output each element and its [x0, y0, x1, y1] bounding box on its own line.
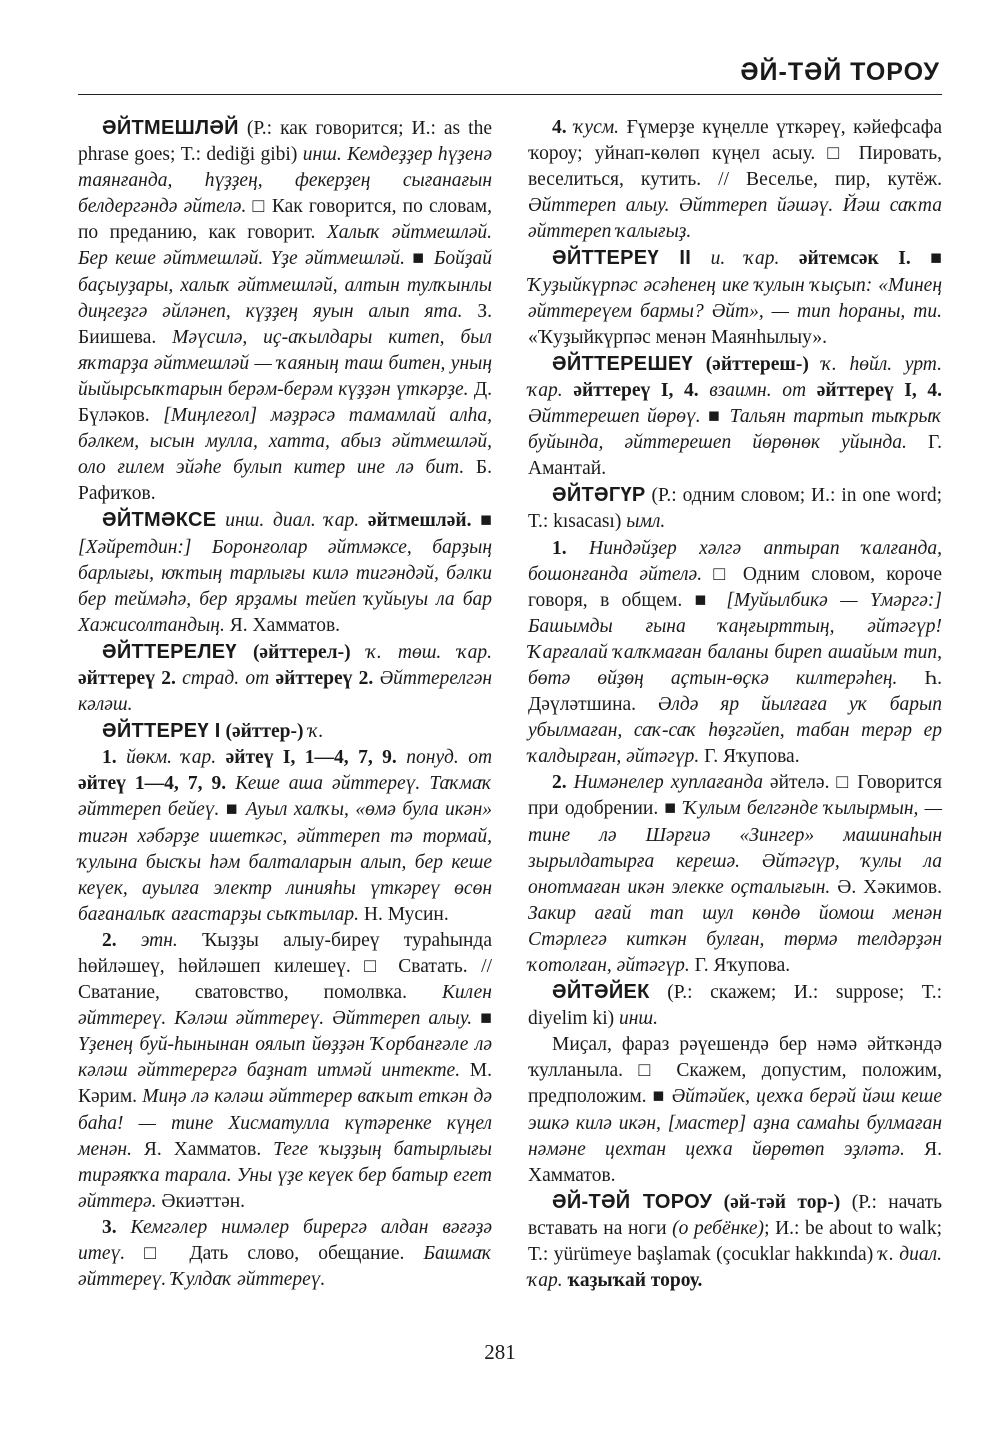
entry-headword: ӘЙТМӘКСЕ	[102, 509, 217, 532]
entry-sense	[78, 745, 492, 928]
entry-body: (Р.: одним словом; И.: in one word; Т.: kısacası) ымл.	[528, 485, 942, 533]
dictionary-entry	[528, 1189, 942, 1294]
entry-sense	[528, 115, 942, 245]
dictionary-entry	[528, 979, 942, 1032]
entry-sense	[78, 1215, 492, 1293]
entry-headword: ӘЙТТЕРЕЛЕҮ	[102, 640, 237, 663]
dictionary-entry	[78, 507, 492, 638]
entry-headword: ӘЙТТЕРЕҮ II	[552, 247, 692, 270]
left-column	[78, 115, 492, 1293]
entry-body: 2. этн. Ҡыҙҙы алыу-биреү тураһында һөйләшеү, һөйләшеп килешеү. □ Сватать. // Сватание, сватовство, помолвка. Килен әйттереү. Кәләш әйттереү. Әйттереп алыу. ■ Үҙенең буй-һынынан оялып йөҙҙән Ҡорбанғәле лә кәләш әйттерергә баҙнат итмәй интекте. М. Кәрим. Миңә лә кәләш әйттерер ваҡыт еткән дә баһа! — тине Хисматулла күтәренке күңел менән. Я. Хамматов. Теге ҡыҙҙың батырлығы тирәяҡҡа тарала. Уны үҙе кеүек бер батыр егет әйттерә. Әкиәттән.	[78, 929, 493, 1212]
entry-body: Миҫал, фараз рәүешендә бер нәмә әйткәндә ҡулланыла. □ Скажем, допустим, положим, предположим. ■ Әйтәйек, цехҡа берәй йәш кеше эшкә килә икән, [мастер] аҙна самаһы булмаған нәмәне цехтан цехҡа йөрөтөп эҙләтә. Я. Хамматов.	[528, 1034, 942, 1186]
entry-body: 4. ҡусм. Ғүмерҙе күңелле үткәреү, кәйефсафа ҡороу; уйнап-көлөп күңел асыу. □ Пировать, веселиться, кутить. // Веселье, пир, кутёж. Әйттереп алыу. Әйттереп йәшәү. Йәш саҡта әйттереп ҡалығыҙ.	[528, 117, 943, 243]
entry-headword: ӘЙТТЕРЕҮ I	[102, 720, 221, 743]
entry-body: 1. Ниндәйҙер хәлгә аптырап ҡалғанда, бошонғанда әйтелә. □ Одним словом, короче говоря, в общем. ■ [Муйылбикә — Үмәргә:] Башымды ғына ҡаңғырттың, әйтәгүр! Ҡарғалай ҡалҡмаған баланы биреп ашайым тип, бөтә өйҙөң аҫтын-өҫкә килтерәһең. Һ. Дәүләтшина. Әлдә яр йылғаға уҡ барып убылмаған, саҡ-саҡ һөҙгәйеп, табан терәр ер ҡалдырған, әйтәгүр. Г. Яҡупова.	[528, 537, 942, 768]
entry-headword: ӘЙ-ТӘЙ ТОРОУ	[552, 1190, 713, 1213]
running-header	[78, 56, 942, 95]
entry-body: (әйттер-) ҡ.	[225, 721, 324, 743]
page-number: 281	[484, 1340, 516, 1364]
running-title: ӘЙ-ТӘЙ ТОРОУ	[740, 58, 940, 86]
dictionary-entry	[78, 115, 492, 507]
entry-body: инш. диал. ҡар. әйтмешләй. ■ [Хәйретдин:] Боронғолар әйтмәксе, барҙың барлығы, юҡтың тарлығы килә тигәндәй, бәлки бер теймәһә, бер ярҙамы тейеп ҡуйыуы ла бар Хажисолтандың. Я. Хамматов.	[78, 510, 493, 636]
entry-sense	[528, 536, 942, 771]
entry-sense	[78, 928, 492, 1215]
dictionary-entry	[528, 482, 942, 535]
entry-headword: ӘЙТМЕШЛӘЙ	[102, 117, 239, 139]
entry-headword: ӘЙТӘЙЕК	[552, 981, 650, 1004]
entry-body: (әйттереш-) ҡ. һөйл. урт. ҡар. әйттереү I, 4. взаимн. от әйттереү I, 4. Әйттерешеп йөрөү. ■ Тальян тартып тыҡрыҡ буйында, әйттерешеп йөрөнөк уйында. Г. Амантай.	[528, 353, 943, 480]
entry-headword: ӘЙТТЕРЕШЕҮ	[552, 352, 693, 375]
entry-headword: ӘЙТӘГҮР	[552, 484, 646, 507]
entry-sense	[528, 770, 942, 979]
dictionary-entry	[528, 245, 942, 350]
right-column	[528, 115, 942, 1294]
entry-body: (Р.: как говорится; И.: as the phrase goes; Т.: dediği gibi) инш. Кемдеҙҙер һүҙенә таянғанда, һүҙҙең, фекерҙең сығанағын белдергәндә әйтелә. □ Как говорится, по словам, по преданию, как говорит. Халыҡ әйтмешләй. Бер кеше әйтмешләй. Үҙе әйтмешләй. ■ Бойҙай баҫыуҙары, халыҡ әйтмешләй, алтын тулҡынлы диңгеҙгә әйләнеп, күҙҙең яуын алып ята. З. Биишева. Мәүсилә, иҫ-аҡылдары китеп, был яҡтарҙа әйтмешләй — ҡаяның таш битен, уның йыйырсыҡтарын берәм-берәм күҙҙән үткәрҙе. Д. Бүләков. [Миңлеғол] мәҙрәсә тамамлай алһа, бәлкем, ысын мулла, хатта, абыз әйтмешләй, оло ғилем эйәһе булып китер ине лә бит. Б. Рафиҡов.	[78, 118, 493, 505]
entry-body: 1. йөкм. ҡар. әйтеү I, 1—4, 7, 9. понуд. от әйтеү 1—4, 7, 9. Кеше аша әйттереү. Таҡмаҡ әйттереп бейеү. ■ Ауыл халҡы, «өмә була икән» тигән хәбәрҙе ишеткәс, әйттереп тә тормай, ҡулына бысҡы һәм балталарын алып, бер кеше кеүек, ауылға электр линияһы үткәреү өсөн бағаналыҡ ағастарҙы сыҡтылар. Н. Мусин.	[78, 747, 493, 925]
entry-body: 2. Нимәнелер хуплағанда әйтелә. □ Говорится при одобрении. ■ Ҡулым белгәнде ҡылырмын, — тине лә Шәрғиә «Зингер» машинаһын зырылдатырға керешә. Әйтәгүр, ҡулы ла онотмаған икән элекке оҫталығын. Ә. Хәкимов. Закир ағай тап шул көндө йомош менән Стәрлегә киткән булған, төрмә телдәрҙән ҡотолған, әйтәгүр. Г. Яҡупова.	[528, 772, 942, 976]
entry-body: и. ҡар. әйтемсәк I. ■ Ҡуҙыйкүрпәс әсәһенең ике ҡулын ҡыҫып: «Минең әйттереүем бармы? Әйт», — тип һораны, ти. «Ҡуҙыйкүрпәс менән Маянһылыу».	[528, 248, 943, 348]
entry-body: 3. Кемгәлер нимәлер бирергә алдан вәғәҙә итеү. □ Дать слово, обещание. Башмаҡ әйттереү. Ҡулдаҡ әйттереү.	[78, 1216, 493, 1291]
entry-body: (Р.: скажем; И.: suppose; Т.: diyelim ki) инш.	[528, 982, 942, 1030]
entry-body: (әйттерел-) ҡ. төш. ҡар. әйттереү 2. страд. от әйттереү 2. Әйттерелгән кәләш.	[78, 641, 493, 716]
dictionary-entry	[78, 718, 492, 745]
dictionary-entry	[78, 639, 492, 718]
entry-sense	[528, 1032, 942, 1189]
dictionary-entry	[528, 351, 942, 482]
entry-body: (әй-тәй тор-) (Р.: начать вставать на ноги (о ребёнке); И.: be about to walk; Т.: yürümeye başlamak (çocuklar hakkında) ҡ. диал. ҡар. ҡаҙыҡай тороу.	[528, 1191, 943, 1292]
